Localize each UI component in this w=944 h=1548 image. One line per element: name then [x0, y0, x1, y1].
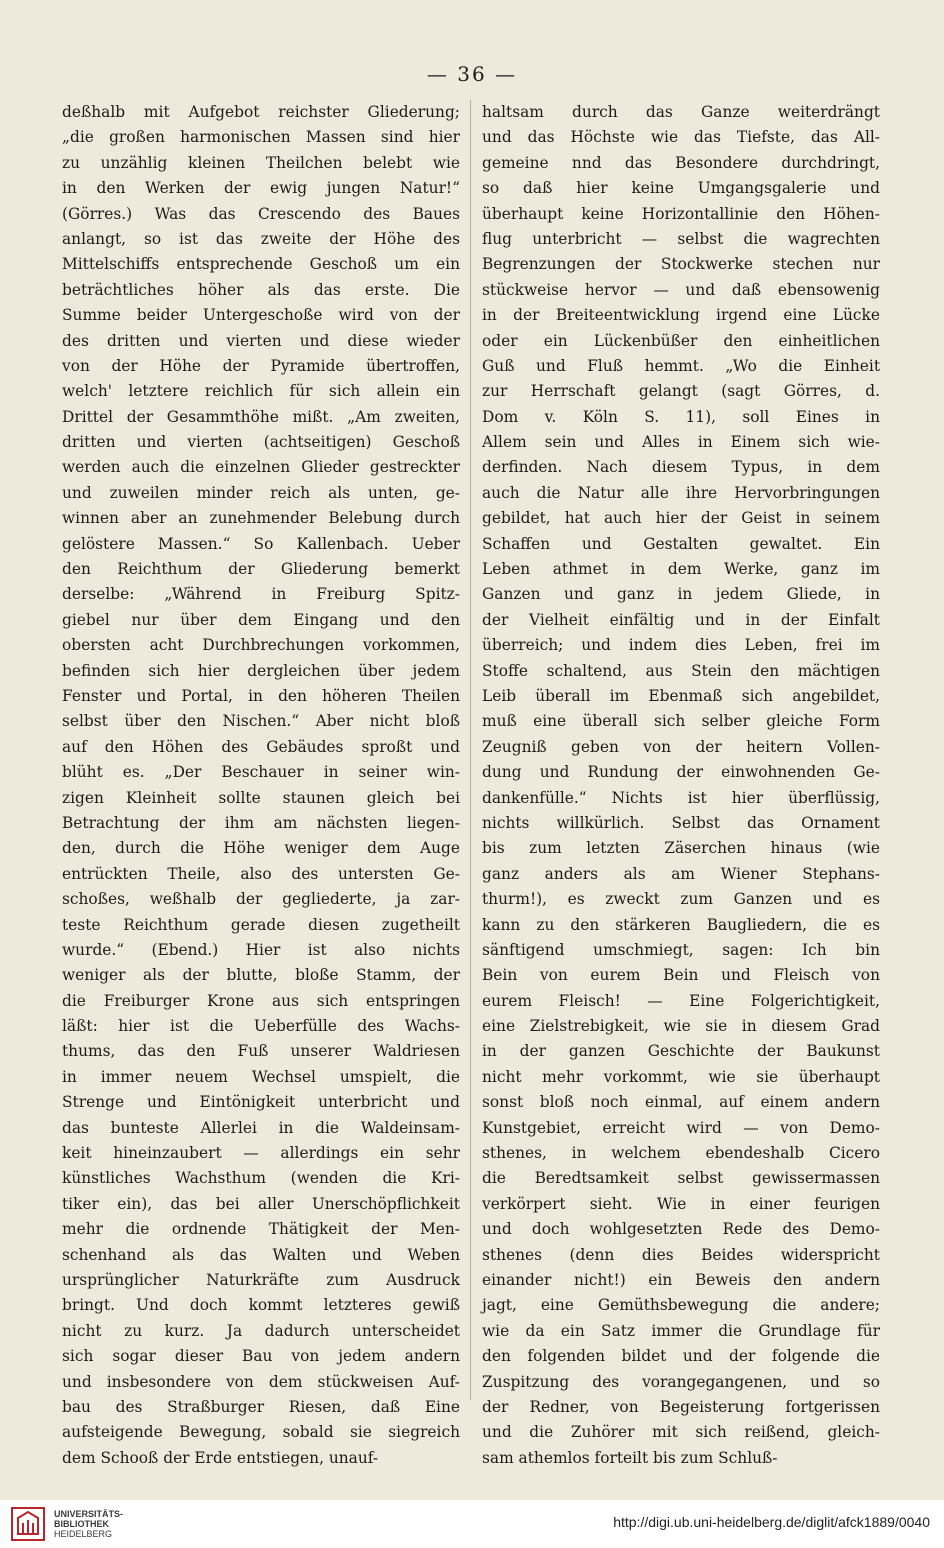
text-line: nicht zu kurz. Ja dadurch unterscheidet — [62, 1321, 460, 1340]
text-line: stückweise hervor — und daß ebensowenig — [482, 280, 880, 299]
text-line: Summe beider Untergeschoße wird von der — [62, 306, 460, 325]
text-line: Stoffe schaltend, aus Stein den mächtigen — [482, 661, 880, 680]
university-library-logo-icon — [10, 1506, 46, 1542]
text-line: befinden sich hier dergleichen über jedem — [62, 661, 460, 680]
text-line: des dritten und vierten und diese wieder — [62, 331, 460, 350]
text-line: und die Zuhörer mit sich reißend, gleich- — [482, 1423, 880, 1442]
text-line: thums, das den Fuß unserer Waldriesen — [62, 1042, 460, 1061]
text-line: thurm!), es zweckt zum Ganzen und es — [482, 890, 880, 909]
text-line: dem Schooß der Erde entstiegen, unauf- — [62, 1448, 379, 1467]
text-line: winnen aber an zunehmender Belebung durch — [62, 509, 460, 528]
library-name-line-3: HEIDELBERG — [54, 1529, 113, 1539]
text-line: beträchtliches höher als das erste. Die — [62, 280, 460, 299]
text-line: Guß und Fluß hemmt. „Wo die Einheit — [482, 356, 880, 375]
text-line: eine Zielstrebigkeit, wie sie in diesem Grad — [482, 1017, 880, 1036]
text-line: wie da ein Satz immer die Grundlage für — [482, 1321, 880, 1340]
text-line: sthenes, in welchem ebendeshalb Cicero — [482, 1144, 880, 1163]
text-line: teste Reichthum gerade diesen zugetheilt — [62, 915, 460, 934]
text-line: läßt: hier ist die Ueberfülle des Wachs- — [62, 1017, 460, 1036]
text-line: schoßes, weßhalb der gegliederte, ja zar- — [62, 890, 460, 909]
text-line: jagt, eine Gemüthsbewegung die andere; — [482, 1296, 880, 1315]
text-line: oder ein Lückenbüßer den einheitlichen — [482, 331, 880, 350]
text-line: gemeine nnd das Besondere durchdringt, — [482, 153, 880, 172]
text-line: welch' letztere reichlich für sich allein ein — [62, 382, 460, 401]
digitization-footer — [0, 1500, 944, 1548]
text-line: Fenster und Portal, in den höheren Theilen — [62, 686, 460, 705]
text-line: obersten acht Durchbrechungen vorkommen, — [62, 636, 460, 655]
text-line: Dom v. Köln S. 11), soll Eines in — [482, 407, 880, 426]
text-line: das bunteste Allerlei in die Waldeinsam- — [62, 1118, 460, 1137]
text-line: Begrenzungen der Stockwerke stechen nur — [482, 255, 880, 274]
text-line: muß eine überall sich selber gleiche Form — [482, 712, 880, 731]
text-line: in der ganzen Geschichte der Baukunst — [482, 1042, 880, 1061]
text-line: den folgenden bildet und der folgende die — [482, 1347, 880, 1366]
library-name-line-1: UNIVERSITÄTS- — [54, 1509, 124, 1519]
column-divider — [470, 100, 471, 1400]
text-line: Zeugniß geben von der heitern Vollen- — [482, 737, 880, 756]
text-line: werden auch die einzelnen Glieder gestreckter — [62, 458, 460, 477]
text-line: die Beredtsamkeit selbst gewissermassen — [482, 1169, 880, 1188]
text-line: deßhalb mit Aufgebot reichster Gliederung; — [62, 103, 460, 121]
text-line: Allem sein und Alles in Einem sich wie- — [482, 433, 880, 452]
text-line: bis zum letzten Zäserchen hinaus (wie — [482, 839, 880, 858]
text-line: derselbe: „Während in Freiburg Spitz- — [62, 585, 460, 604]
text-line: Leib überall im Ebenmaß sich angebildet, — [482, 686, 880, 705]
text-line: dritten und vierten (achtseitigen) Geschoß — [62, 433, 460, 452]
text-line: und zuweilen minder reich als unten, ge- — [62, 483, 460, 502]
text-line: einander nicht!) ein Beweis den andern — [482, 1270, 880, 1289]
text-line: auf den Höhen des Gebäudes sproßt und — [62, 737, 460, 756]
text-line: überhaupt keine Horizontallinie den Höhen- — [482, 204, 880, 223]
text-line: und doch wohlgesetzten Rede des Demo- — [482, 1220, 880, 1239]
text-line: bau des Straßburger Riesen, daß Eine — [62, 1397, 460, 1416]
text-line: ganz anders als am Wiener Stephans- — [482, 864, 880, 883]
library-name-line-2: BIBLIOTHEK — [54, 1519, 109, 1529]
text-line: gelöstere Massen.“ So Kallenbach. Ueber — [62, 534, 460, 553]
text-line: auch die Natur alle ihre Hervorbringungen — [482, 483, 880, 502]
text-line: sänftigend umschmiegt, sagen: Ich bin — [482, 940, 880, 959]
text-line: in der Breiteentwicklung irgend eine Lücke — [482, 306, 880, 325]
text-line: Drittel der Gesammthöhe mißt. „Am zweiten, — [62, 407, 460, 426]
text-line: überreich; und indem dies Leben, frei im — [482, 636, 880, 655]
text-line: nicht mehr vorkommt, wie sie überhaupt — [482, 1067, 880, 1086]
text-line: keit hineinzaubert — allerdings ein sehr — [62, 1144, 460, 1163]
text-line: zigen Kleinheit sollte staunen gleich bei — [62, 788, 460, 807]
text-line: und insbesondere von dem stückweisen Auf- — [62, 1372, 460, 1391]
text-line: aufsteigende Bewegung, sobald sie siegreich — [62, 1423, 460, 1442]
text-line: in immer neuem Wechsel umspielt, die — [62, 1067, 460, 1086]
text-line: wurde.“ (Ebend.) Hier ist also nichts — [62, 940, 460, 959]
text-line: schenhand als das Walten und Weben — [62, 1245, 460, 1264]
text-line: blüht es. „Der Beschauer in seiner win- — [62, 763, 460, 782]
text-line: sonst bloß noch einmal, auf einem andern — [482, 1093, 880, 1112]
text-line: mehr die ordnende Thätigkeit der Men- — [62, 1220, 460, 1239]
text-line: die Freiburger Krone aus sich entspringen — [62, 991, 460, 1010]
text-line: dung und Rundung der einwohnenden Ge- — [482, 763, 880, 782]
text-line: Mittelschiffs entsprechende Geschoß um ein — [62, 255, 460, 274]
text-line: sam athemlos forteilt bis zum Schluß- — [482, 1448, 778, 1467]
text-line: Zuspitzung des vorangegangenen, und so — [482, 1372, 880, 1391]
text-line: eurem Fleisch! — Eine Folgerichtigkeit, — [482, 991, 880, 1010]
text-line: Schaffen und Gestalten gewaltet. Ein — [482, 534, 880, 553]
text-line: Kunstgebiet, erreicht wird — von Demo- — [482, 1118, 880, 1137]
left-text-column — [62, 100, 460, 1471]
text-line: (Görres.) Was das Crescendo des Baues — [62, 204, 460, 223]
text-line: verkörpert sieht. Wie in einer feurigen — [482, 1194, 880, 1213]
library-name — [54, 1509, 123, 1539]
right-text-column — [482, 100, 880, 1471]
text-line: selbst über den Nischen.“ Aber nicht bloß — [62, 712, 460, 731]
text-line: tiker ein), das bei aller Unerschöpflichkeit — [62, 1194, 460, 1213]
text-line: der Redner, von Begeisterung fortgerissen — [482, 1397, 880, 1416]
text-line: entrückten Theile, also des untersten Ge- — [62, 864, 460, 883]
text-line: zur Herrschaft gelangt (sagt Görres, d. — [482, 382, 880, 401]
text-line: Leben athmet in dem Werke, ganz im — [482, 560, 880, 579]
text-line: nichts willkürlich. Selbst das Ornament — [482, 813, 880, 832]
text-line: den, durch die Höhe weniger dem Auge — [62, 839, 460, 858]
text-line: dankenfülle.“ Nichts ist hier überflüssig, — [482, 788, 880, 807]
text-line: Ganzen und ganz in jedem Gliede, in — [482, 585, 880, 604]
text-line: der Vielheit einfältig und in der Einfalt — [482, 610, 880, 629]
text-line: „die großen harmonischen Massen sind hier — [62, 128, 460, 147]
text-line: gebildet, hat auch hier der Geist in seinem — [482, 509, 880, 528]
text-line: bringt. Und doch kommt letzteres gewiß — [62, 1296, 460, 1315]
text-line: sthenes (denn dies Beides widerspricht — [482, 1245, 880, 1264]
text-line: künstliches Wachsthum (wenden die Kri- — [62, 1169, 460, 1188]
text-line: Betrachtung der ihm am nächsten liegen- — [62, 813, 460, 832]
text-line: anlangt, so ist das zweite der Höhe des — [62, 229, 460, 248]
text-line: zu unzählig kleinen Theilchen belebt wie — [62, 153, 460, 172]
text-line: Strenge und Eintönigkeit unterbricht und — [62, 1093, 460, 1112]
text-line: weniger als der blutte, bloße Stamm, der — [62, 966, 460, 985]
text-line: giebel nur über dem Eingang und den — [62, 610, 460, 629]
text-line: in den Werken der ewig jungen Natur!“ — [62, 179, 460, 198]
text-line: haltsam durch das Ganze weiterdrängt — [482, 103, 880, 121]
text-line: den Reichthum der Gliederung bemerkt — [62, 560, 460, 579]
page-number: — 36 — — [426, 62, 518, 86]
text-line: derfinden. Nach diesem Typus, in dem — [482, 458, 880, 477]
text-line: flug unterbricht — selbst die wagrechten — [482, 229, 880, 248]
text-line: ursprünglicher Naturkräfte zum Ausdruck — [62, 1270, 460, 1289]
source-url-link[interactable]: http://digi.ub.uni-heidelberg.de/diglit/afck1889/0040 — [613, 1514, 930, 1530]
text-line: und das Höchste wie das Tiefste, das All- — [482, 128, 880, 147]
text-line: sich sogar dieser Bau von jedem andern — [62, 1347, 460, 1366]
text-line: Bein von eurem Bein und Fleisch von — [482, 966, 880, 985]
text-line: so daß hier keine Umgangsgalerie und — [482, 179, 880, 198]
text-line: von der Höhe der Pyramide übertroffen, — [62, 356, 460, 375]
text-line: kann zu den stärkeren Baugliedern, die es — [482, 915, 880, 934]
